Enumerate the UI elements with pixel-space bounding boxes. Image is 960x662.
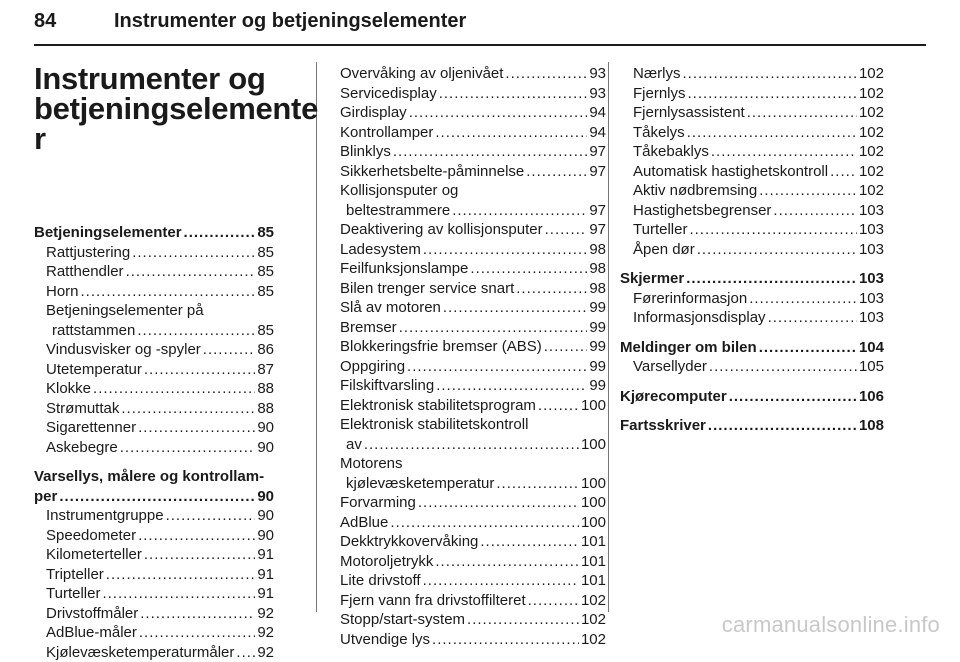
dot-leader xyxy=(688,84,857,104)
dot-leader xyxy=(759,338,857,358)
toc-entry-label: Oppgiring xyxy=(340,357,405,377)
toc-entry[interactable] xyxy=(620,357,884,377)
toc-entry-label: Informasjonsdisplay xyxy=(633,308,766,328)
toc-page-number: 98 xyxy=(589,240,606,260)
toc-entry-label: Bremser xyxy=(340,318,397,338)
toc-entry-label: Hastighetsbegrenser xyxy=(633,201,771,221)
toc-entry-label: Klokke xyxy=(46,379,91,399)
toc-section-entry xyxy=(34,467,274,487)
toc-entry[interactable] xyxy=(340,318,606,338)
toc-entry-label: Bilen trenger service snart xyxy=(340,279,514,299)
dot-leader xyxy=(236,643,255,662)
toc-column-3 xyxy=(620,64,884,436)
dot-leader xyxy=(496,474,579,494)
dot-leader xyxy=(140,604,255,624)
dot-leader xyxy=(545,220,588,240)
dot-leader xyxy=(452,201,587,221)
toc-entry[interactable] xyxy=(340,591,606,611)
toc-entry[interactable] xyxy=(340,103,606,123)
toc-entry-label: Varsellyder xyxy=(633,357,707,377)
dot-leader xyxy=(126,262,256,282)
toc-entry xyxy=(340,415,606,435)
column-divider-2 xyxy=(608,62,609,612)
toc-section-entry[interactable] xyxy=(34,487,274,507)
dot-leader xyxy=(144,360,255,380)
toc-page-number: 101 xyxy=(581,571,606,591)
header-rule xyxy=(34,44,926,46)
toc-entry-label: Sigarettenner xyxy=(46,418,136,438)
toc-entry-label: Blinklys xyxy=(340,142,391,162)
toc-page-number: 102 xyxy=(859,84,884,104)
page-header xyxy=(34,6,926,42)
toc-page-number: 85 xyxy=(257,282,274,302)
toc-entry-label: Kollisjonsputer og xyxy=(340,181,458,201)
toc-entry[interactable] xyxy=(340,64,606,84)
toc-page-number: 97 xyxy=(589,142,606,162)
column-divider-1 xyxy=(316,62,317,612)
dot-leader xyxy=(505,64,587,84)
toc-entry-label: Betjeningselementer xyxy=(34,223,182,243)
toc-page-number: 101 xyxy=(581,532,606,552)
toc-entry[interactable] xyxy=(340,123,606,143)
toc-page-number: 99 xyxy=(589,376,606,396)
toc-entry[interactable] xyxy=(340,279,606,299)
toc-entry-label: kjølevæsketemperatur xyxy=(346,474,494,494)
toc-entry-label: Kjølevæsketemperaturmåler xyxy=(46,643,234,662)
toc-entry-label: Elektronisk stabilitetsprogram xyxy=(340,396,536,416)
dot-leader xyxy=(686,269,857,289)
toc-entry[interactable] xyxy=(34,262,274,282)
toc-entry-label: Utetemperatur xyxy=(46,360,142,380)
toc-entry-label: Girdisplay xyxy=(340,103,407,123)
dot-leader xyxy=(436,376,587,396)
toc-entry[interactable] xyxy=(34,282,274,302)
toc-page-number: 94 xyxy=(589,123,606,143)
toc-entry[interactable] xyxy=(34,526,274,546)
toc-page-number: 90 xyxy=(257,526,274,546)
toc-entry-label: Tripteller xyxy=(46,565,104,585)
toc-entry[interactable] xyxy=(620,220,884,240)
toc-entry-label: Feilfunksjonslampe xyxy=(340,259,468,279)
toc-entry[interactable] xyxy=(340,298,606,318)
toc-entry-label: Rattjustering xyxy=(46,243,130,263)
toc-page-number: 85 xyxy=(257,321,274,341)
toc-page-number: 100 xyxy=(581,435,606,455)
toc-entry-label: av xyxy=(346,435,362,455)
toc-entry[interactable] xyxy=(34,438,274,458)
toc-entry[interactable] xyxy=(340,396,606,416)
toc-entry[interactable] xyxy=(340,142,606,162)
toc-entry[interactable] xyxy=(340,84,606,104)
toc-entry-label: Dekktrykkovervåking xyxy=(340,532,478,552)
toc-entry-label: Sikkerhetsbelte-påminnelse xyxy=(340,162,524,182)
toc-entry[interactable] xyxy=(340,240,606,260)
toc-entry[interactable] xyxy=(340,493,606,513)
dot-leader xyxy=(120,438,256,458)
toc-page-number: 90 xyxy=(257,487,274,507)
running-title: Instrumenter og betjeningselementer xyxy=(114,10,466,33)
toc-entry[interactable] xyxy=(34,321,274,341)
toc-entry[interactable] xyxy=(340,630,606,650)
toc-entry[interactable] xyxy=(620,201,884,221)
toc-page-number: 102 xyxy=(859,142,884,162)
dot-leader xyxy=(709,357,857,377)
dot-leader xyxy=(470,259,587,279)
toc-entry-label: AdBlue-måler xyxy=(46,623,137,643)
toc-entry[interactable] xyxy=(340,357,606,377)
toc-entry-label: Motorens xyxy=(340,454,403,474)
toc-entry[interactable] xyxy=(34,545,274,565)
dot-leader xyxy=(528,591,579,611)
toc-entry[interactable] xyxy=(340,337,606,357)
watermark: carmanualsonline.info xyxy=(722,612,940,638)
toc-page-number: 103 xyxy=(859,240,884,260)
dot-leader xyxy=(390,513,579,533)
toc-page-number: 91 xyxy=(257,545,274,565)
toc-page-number: 90 xyxy=(257,506,274,526)
toc-entry-label: Tåkebaklys xyxy=(633,142,709,162)
toc-page-number: 86 xyxy=(257,340,274,360)
toc-entry-label: Forvarming xyxy=(340,493,416,513)
toc-page-number: 102 xyxy=(859,162,884,182)
toc-entry[interactable] xyxy=(620,64,884,84)
dot-leader xyxy=(683,64,857,84)
toc-entry-label: Horn xyxy=(46,282,79,302)
dot-leader xyxy=(830,162,857,182)
toc-entry xyxy=(340,454,606,474)
toc-entry[interactable] xyxy=(340,610,606,630)
dot-leader xyxy=(729,387,857,407)
toc-list xyxy=(340,64,606,649)
toc-entry-label: beltestrammere xyxy=(346,201,450,221)
toc-entry[interactable] xyxy=(34,399,274,419)
dot-leader xyxy=(480,532,579,552)
toc-page-number: 90 xyxy=(257,418,274,438)
toc-page-number: 85 xyxy=(257,243,274,263)
toc-section-entry[interactable] xyxy=(620,387,884,407)
toc-entry[interactable] xyxy=(620,84,884,104)
toc-entry[interactable] xyxy=(34,584,274,604)
toc-column-1 xyxy=(34,64,274,662)
dot-leader xyxy=(747,103,857,123)
dot-leader xyxy=(184,223,256,243)
toc-page-number: 102 xyxy=(581,591,606,611)
toc-page-number: 100 xyxy=(581,513,606,533)
dot-leader xyxy=(93,379,255,399)
toc-entry[interactable] xyxy=(340,552,606,572)
toc-section-entry[interactable] xyxy=(620,269,884,289)
toc-entry-label: Lite drivstoff xyxy=(340,571,421,591)
dot-leader xyxy=(407,357,587,377)
toc-page-number: 85 xyxy=(257,223,274,243)
toc-page-number: 98 xyxy=(589,279,606,299)
toc-entry-label: Aktiv nødbremsing xyxy=(633,181,757,201)
toc-page-number: 100 xyxy=(581,396,606,416)
toc-entry[interactable] xyxy=(340,474,606,494)
dot-leader xyxy=(759,181,857,201)
toc-page-number: 102 xyxy=(859,181,884,201)
chapter-title xyxy=(34,64,274,154)
toc-page-number: 101 xyxy=(581,552,606,572)
dot-leader xyxy=(711,142,857,162)
toc-entry-label: Ratthendler xyxy=(46,262,124,282)
toc-page-number: 98 xyxy=(589,259,606,279)
toc-page-number: 103 xyxy=(859,201,884,221)
dot-leader xyxy=(544,337,588,357)
toc-entry-label: rattstammen xyxy=(52,321,135,341)
dot-leader xyxy=(773,201,857,221)
toc-page-number: 88 xyxy=(257,379,274,399)
toc-entry-label: Deaktivering av kollisjonsputer xyxy=(340,220,543,240)
toc-entry-label: AdBlue xyxy=(340,513,388,533)
toc-page-number: 102 xyxy=(859,123,884,143)
toc-entry[interactable] xyxy=(620,162,884,182)
toc-page-number: 93 xyxy=(589,64,606,84)
toc-entry[interactable] xyxy=(34,340,274,360)
dot-leader xyxy=(439,84,588,104)
dot-leader xyxy=(435,552,579,572)
toc-page-number: 102 xyxy=(581,610,606,630)
toc-entry-label: Kontrollamper xyxy=(340,123,433,143)
toc-page-number: 105 xyxy=(859,357,884,377)
toc-entry-label: Speedometer xyxy=(46,526,136,546)
dot-leader xyxy=(708,416,857,436)
toc-page-number: 104 xyxy=(859,338,884,358)
dot-leader xyxy=(687,123,857,143)
toc-entry-label: Meldinger om bilen xyxy=(620,338,757,358)
dot-leader xyxy=(538,396,579,416)
toc-entry[interactable] xyxy=(620,240,884,260)
toc-entry[interactable] xyxy=(340,513,606,533)
toc-entry[interactable] xyxy=(620,181,884,201)
toc-entry-label: Nærlys xyxy=(633,64,681,84)
toc-entry-label: Stopp/start-system xyxy=(340,610,465,630)
chapter-title-line-2: betjeningselemente xyxy=(34,91,318,126)
dot-leader xyxy=(409,103,588,123)
toc-entry[interactable] xyxy=(620,123,884,143)
toc-section-entry[interactable] xyxy=(620,416,884,436)
toc-entry[interactable] xyxy=(620,142,884,162)
toc-entry[interactable] xyxy=(340,201,606,221)
toc-entry[interactable] xyxy=(34,379,274,399)
toc-page-number: 92 xyxy=(257,623,274,643)
dot-leader xyxy=(423,571,579,591)
dot-leader xyxy=(689,220,857,240)
toc-entry-label: Tåkelys xyxy=(633,123,685,143)
toc-list xyxy=(34,223,274,662)
toc-page-number: 102 xyxy=(581,630,606,650)
dot-leader xyxy=(106,565,256,585)
dot-leader xyxy=(423,240,587,260)
toc-section-entry[interactable] xyxy=(620,338,884,358)
toc-page-number: 108 xyxy=(859,416,884,436)
dot-leader xyxy=(364,435,579,455)
toc-page-number: 99 xyxy=(589,318,606,338)
dot-leader xyxy=(768,308,857,328)
toc-entry[interactable] xyxy=(34,565,274,585)
toc-page-number: 100 xyxy=(581,474,606,494)
dot-leader xyxy=(399,318,588,338)
toc-entry[interactable] xyxy=(340,220,606,240)
toc-entry[interactable] xyxy=(34,243,274,263)
toc-entry-label: Strømuttak xyxy=(46,399,119,419)
toc-entry-label: Turteller xyxy=(46,584,100,604)
toc-entry-label: per xyxy=(34,487,57,507)
toc-entry[interactable] xyxy=(34,506,274,526)
dot-leader xyxy=(138,526,255,546)
chapter-title-line-1: Instrumenter og xyxy=(34,61,265,96)
toc-entry-label: Filskiftvarsling xyxy=(340,376,434,396)
toc-entry xyxy=(34,301,274,321)
dot-leader xyxy=(132,243,255,263)
toc-page-number: 87 xyxy=(257,360,274,380)
toc-entry xyxy=(340,181,606,201)
toc-list xyxy=(620,64,884,436)
dot-leader xyxy=(697,240,857,260)
toc-page-number: 99 xyxy=(589,337,606,357)
toc-entry-label: Skjermer xyxy=(620,269,684,289)
toc-entry[interactable] xyxy=(34,623,274,643)
toc-page-number: 88 xyxy=(257,399,274,419)
toc-page-number: 91 xyxy=(257,565,274,585)
toc-entry[interactable] xyxy=(340,259,606,279)
toc-column-2 xyxy=(340,64,606,649)
toc-entry-label: Fjern vann fra drivstoffilteret xyxy=(340,591,526,611)
toc-page-number: 103 xyxy=(859,289,884,309)
toc-entry-label: Åpen dør xyxy=(633,240,695,260)
toc-entry-label: Automatisk hastighetskontroll xyxy=(633,162,828,182)
toc-entry-label: Fartsskriver xyxy=(620,416,706,436)
dot-leader xyxy=(137,321,255,341)
dot-leader xyxy=(138,418,255,438)
toc-page-number: 97 xyxy=(589,162,606,182)
dot-leader xyxy=(467,610,579,630)
toc-entry[interactable] xyxy=(620,289,884,309)
dot-leader xyxy=(139,623,255,643)
toc-page-number: 93 xyxy=(589,84,606,104)
toc-entry-label: Varsellys, målere og kontrollam- xyxy=(34,467,264,487)
toc-entry[interactable] xyxy=(34,360,274,380)
toc-entry[interactable] xyxy=(34,643,274,662)
dot-leader xyxy=(121,399,255,419)
toc-entry[interactable] xyxy=(34,418,274,438)
page-number: 84 xyxy=(34,10,56,33)
toc-entry[interactable] xyxy=(620,308,884,328)
toc-page-number: 97 xyxy=(589,201,606,221)
toc-page-number: 106 xyxy=(859,387,884,407)
dot-leader xyxy=(516,279,587,299)
dot-leader xyxy=(144,545,255,565)
dot-leader xyxy=(418,493,579,513)
dot-leader xyxy=(526,162,587,182)
toc-entry-label: Kjørecomputer xyxy=(620,387,727,407)
toc-entry[interactable] xyxy=(340,376,606,396)
toc-entry-label: Vindusvisker og -spyler xyxy=(46,340,201,360)
dot-leader xyxy=(443,298,587,318)
toc-section-entry[interactable] xyxy=(34,223,274,243)
toc-page-number: 99 xyxy=(589,357,606,377)
dot-leader xyxy=(393,142,587,162)
dot-leader xyxy=(102,584,255,604)
toc-page-number: 100 xyxy=(581,493,606,513)
dot-leader xyxy=(166,506,256,526)
toc-entry-label: Blokkeringsfrie bremser (ABS) xyxy=(340,337,542,357)
toc-entry-label: Slå av motoren xyxy=(340,298,441,318)
dot-leader xyxy=(432,630,579,650)
dot-leader xyxy=(81,282,256,302)
dot-leader xyxy=(203,340,256,360)
toc-entry[interactable] xyxy=(340,162,606,182)
toc-entry[interactable] xyxy=(340,571,606,591)
toc-entry[interactable] xyxy=(34,604,274,624)
toc-entry[interactable] xyxy=(340,435,606,455)
toc-entry-label: Askebegre xyxy=(46,438,118,458)
toc-entry-label: Førerinformasjon xyxy=(633,289,747,309)
toc-page-number: 85 xyxy=(257,262,274,282)
toc-entry-label: Overvåking av oljenivået xyxy=(340,64,503,84)
toc-entry-label: Utvendige lys xyxy=(340,630,430,650)
toc-page-number: 90 xyxy=(257,438,274,458)
toc-entry-label: Betjeningselementer på xyxy=(46,301,204,321)
toc-page-number: 103 xyxy=(859,308,884,328)
toc-entry-label: Fjernlysassistent xyxy=(633,103,745,123)
toc-page-number: 94 xyxy=(589,103,606,123)
toc-page-number: 103 xyxy=(859,220,884,240)
toc-page-number: 97 xyxy=(589,220,606,240)
toc-entry-label: Drivstoffmåler xyxy=(46,604,138,624)
toc-entry-label: Turteller xyxy=(633,220,687,240)
toc-entry[interactable] xyxy=(340,532,606,552)
toc-entry-label: Motoroljetrykk xyxy=(340,552,433,572)
toc-page-number: 92 xyxy=(257,604,274,624)
toc-entry[interactable] xyxy=(620,103,884,123)
toc-page-number: 102 xyxy=(859,103,884,123)
toc-entry-label: Fjernlys xyxy=(633,84,686,104)
toc-entry-label: Kilometerteller xyxy=(46,545,142,565)
toc-page-number: 92 xyxy=(257,643,274,662)
toc-entry-label: Instrumentgruppe xyxy=(46,506,164,526)
toc-page-number: 99 xyxy=(589,298,606,318)
toc-page-number: 102 xyxy=(859,64,884,84)
toc-entry-label: Ladesystem xyxy=(340,240,421,260)
toc-entry-label: Elektronisk stabilitetskontroll xyxy=(340,415,528,435)
dot-leader xyxy=(749,289,857,309)
toc-page-number: 91 xyxy=(257,584,274,604)
chapter-title-line-3: r xyxy=(34,121,46,156)
dot-leader xyxy=(59,487,255,507)
toc-page-number: 103 xyxy=(859,269,884,289)
dot-leader xyxy=(435,123,587,143)
toc-entry-label: Servicedisplay xyxy=(340,84,437,104)
